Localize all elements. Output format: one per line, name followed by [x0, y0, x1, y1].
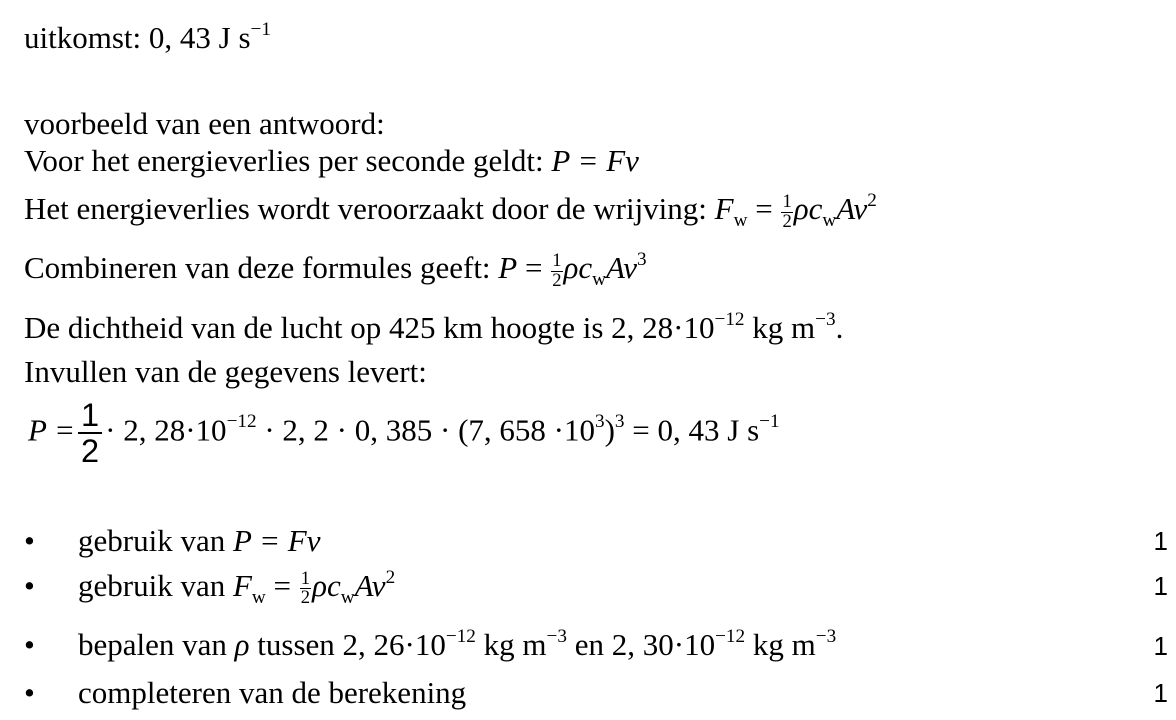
- bullet: •: [24, 523, 35, 558]
- explanation-line-1: Voor het energieverlies per seconde geldt: P = Fv: [24, 143, 639, 178]
- formula-combined: P = $\frac{1}{2}$ $\rho c_wAv^3$: [498, 248, 647, 291]
- explanation-line-2: Het energieverlies wordt veroorzaakt door de wrijving: $F_w$ = $\frac{1}{2}$ $\rho c_wAv^2$: [24, 189, 877, 232]
- outcome-value: 0, 43 J $s^{-1}$: [148, 18, 271, 55]
- calculation: P = $\frac{1}{2}$ · 2, $28\cdot 10^{-12} \cdot 2$, 2 · 0, 385 · (7, $658 \cdot 10^3)^3 = 0$, 43 J $s^{-1}$: [28, 397, 780, 470]
- score: 1: [1153, 526, 1168, 556]
- bullet: •: [24, 627, 35, 662]
- score: 1: [1153, 631, 1168, 661]
- example-heading: voorbeeld van een antwoord:: [24, 106, 385, 141]
- explanation-line-4: De dichtheid van de lucht op 425 km hoogte is 2, $28\cdot 10^{-12}$ kg $m^{-3}$.: [24, 308, 844, 345]
- explanation-line-5: Invullen van de gegevens levert:: [24, 354, 427, 389]
- formula-power: P = Fv: [551, 143, 639, 178]
- explanation-line-3: Combineren van deze formules geeft: P = $\frac{1}{2}$ $\rho c_wAv^3$: [24, 248, 647, 291]
- formula-drag: $F_w$ = $\frac{1}{2}$ $\rho c_wAv^2$: [714, 189, 877, 232]
- score: 1: [1153, 678, 1168, 708]
- outcome-line: [24, 18, 271, 55]
- bullet: •: [24, 568, 35, 603]
- bullet: •: [24, 675, 35, 710]
- outcome-label: uitkomst:: [24, 20, 142, 55]
- score: 1: [1153, 571, 1168, 601]
